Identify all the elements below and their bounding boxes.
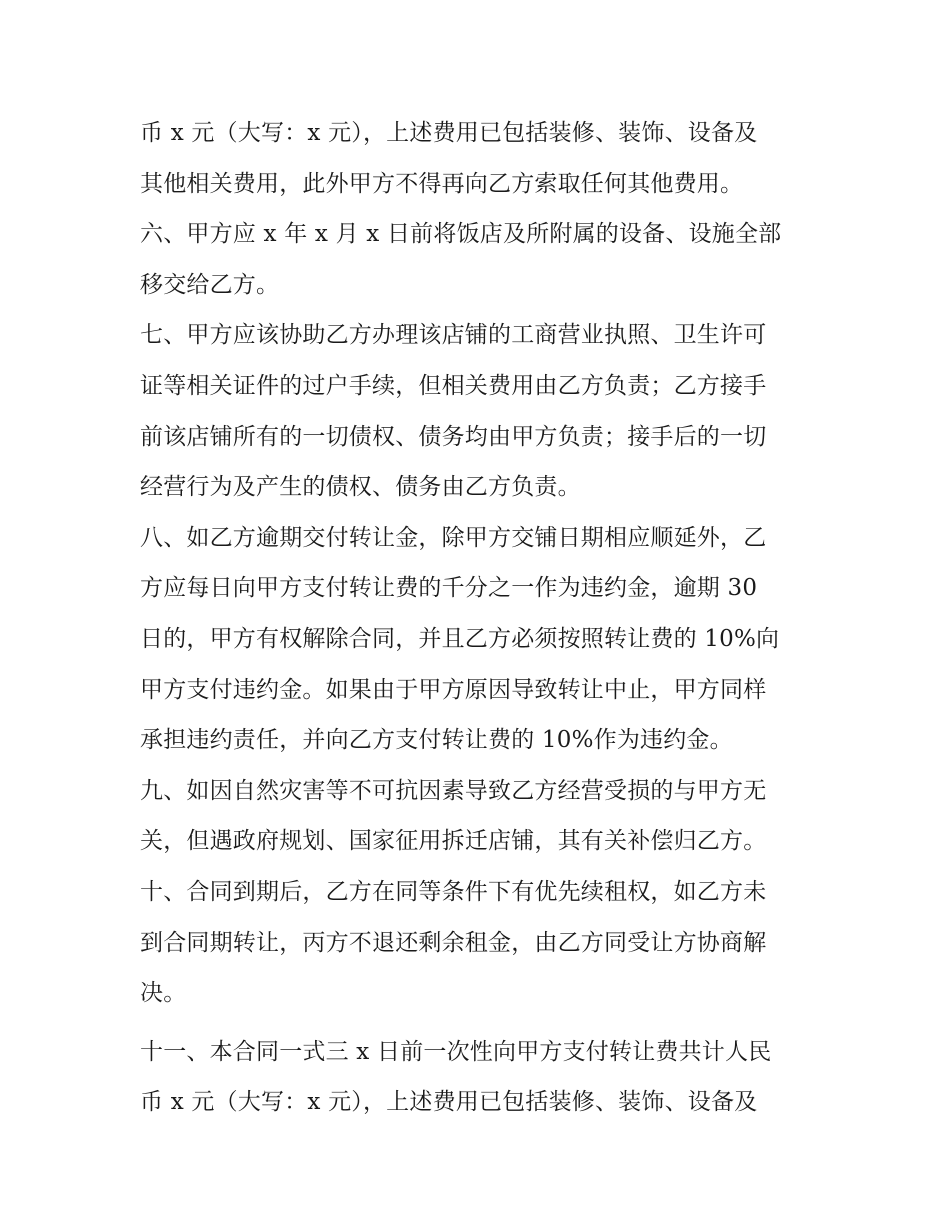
text-line: 承担违约责任，并向乙方支付转让费的 10%作为违约金。 [140,727,733,754]
text-line: 币 x 元（大写：x 元），上述费用已包括装修、装饰、设备及 [140,1089,758,1116]
text-line: 六、甲方应 x 年 x 月 x 日前将饭店及所附属的设备、设施全部 [140,221,782,248]
text-line: 证等相关证件的过户手续，但相关费用由乙方负责；乙方接手 [140,372,767,399]
text-line: 八、如乙方逾期交付转让金，除甲方交铺日期相应顺延外，乙 [140,524,767,551]
text-line: 十、合同到期后，乙方在同等条件下有优先续租权，如乙方未 [140,878,767,905]
text-line: 决。 [140,980,187,1007]
text-line: 方应每日向甲方支付转让费的千分之一作为违约金，逾期 30 [140,575,758,602]
text-line: 十一、本合同一式三 x 日前一次性向甲方支付转让费共计人民 [140,1038,772,1065]
text-line: 币 x 元（大写：x 元），上述费用已包括装修、装饰、设备及 [140,120,758,146]
text-line: 经营行为及产生的债权、债务由乙方负责。 [140,474,581,501]
text-line: 关，但遇政府规划、国家征用拆迁店铺，其有关补偿归乙方。 [140,828,767,855]
text-line: 七、甲方应该协助乙方办理该店铺的工商营业执照、卫生许可 [140,322,767,349]
contract-text-block [140,108,820,1128]
text-line: 前该店铺所有的一切债权、债务均由甲方负责；接手后的一切 [140,423,767,450]
text-line: 到合同期转让，丙方不退还剩余租金，由乙方同受让方协商解 [140,929,767,956]
text-line: 其他相关费用，此外甲方不得再向乙方索取任何其他费用。 [140,170,744,197]
paragraph-gap [140,1019,820,1027]
text-line: 甲方支付违约金。如果由于甲方原因导致转让中止，甲方同样 [140,676,767,703]
text-line: 移交给乙方。 [140,271,280,298]
text-line: 日的，甲方有权解除合同，并且乙方必须按照转让费的 10%向 [140,625,780,652]
text-line: 九、如因自然灾害等不可抗因素导致乙方经营受损的与甲方无 [140,777,767,804]
